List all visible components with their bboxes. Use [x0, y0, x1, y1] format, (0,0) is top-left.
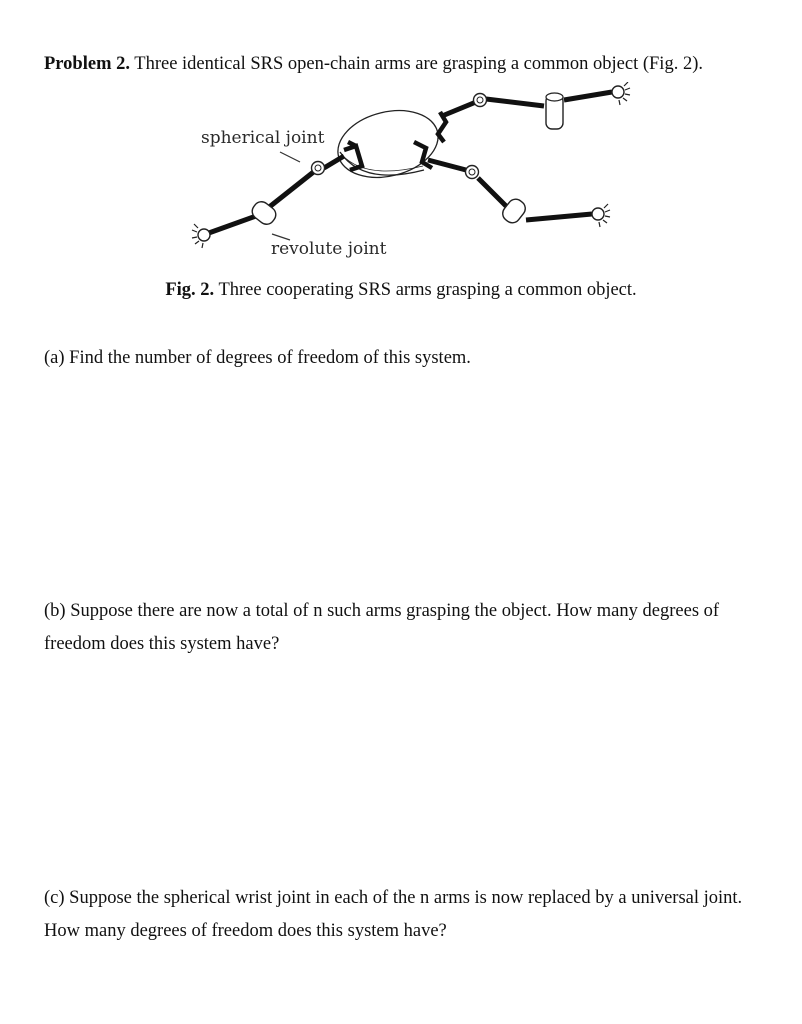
spherical-joint-leader: [280, 152, 300, 162]
question-c-line-1: (c) Suppose the spherical wrist joint in each of the n arms is now replaced by a universal joint.: [44, 888, 743, 908]
question-b-line-2: freedom does this system have?: [44, 634, 280, 654]
problem-label: Problem 2.: [44, 54, 130, 74]
arm-top-right: [442, 82, 630, 129]
question-c-line-2: How many degrees of freedom does this system have?: [44, 921, 447, 941]
problem-statement: [44, 52, 703, 76]
figure-caption-label: Fig. 2.: [165, 280, 215, 300]
srs-arms-diagram: [188, 82, 648, 262]
question-a: (a) Find the number of degrees of freedom of this system.: [44, 348, 471, 368]
arm-left: [192, 156, 344, 248]
problem-text: Three identical SRS open-chain arms are grasping a common object (Fig. 2).: [129, 54, 703, 74]
question-b-line-1: (b) Suppose there are now a total of n such arms grasping the object. How many degrees of: [44, 601, 720, 621]
srs-arms-figure: [188, 82, 648, 262]
figure-caption: [0, 278, 802, 302]
figure-caption-text: Three cooperating SRS arms grasping a common object.: [214, 280, 637, 300]
arm-bottom-right: [428, 160, 610, 227]
revolute-joint-label: revolute joint: [271, 239, 387, 259]
spherical-joint-label: spherical joint: [201, 128, 325, 148]
